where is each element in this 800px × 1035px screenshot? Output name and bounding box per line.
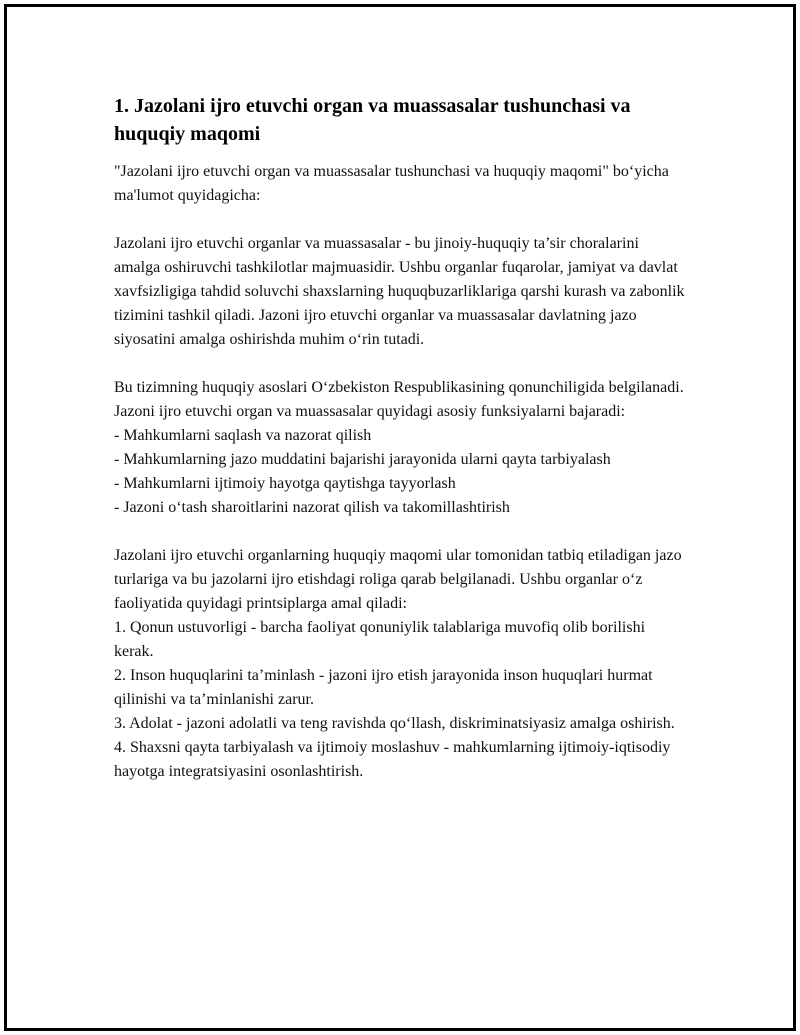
- paragraph-gap: [114, 352, 686, 376]
- principles-list: [114, 616, 686, 784]
- principles-list-item: 4. Shaxsni qayta tarbiyalash va ijtimoiy moslashuv - mahkumlarning ijtimoiy-iqtisodiy hayotga integratsiyasini osonlashtirish.: [114, 739, 671, 780]
- intro-paragraph: "Jazolani ijro etuvchi organ va muassasalar tushunchasi va huquqiy maqomi" bo‘yicha ma'lumot quyidagicha:: [114, 163, 669, 204]
- functions-list: [114, 424, 686, 520]
- paragraph-gap: [114, 520, 686, 544]
- functions-list-item: - Jazoni o‘tash sharoitlarini nazorat qilish va takomillashtirish: [114, 499, 510, 516]
- legal-basis-paragraph: Bu tizimning huquqiy asoslari O‘zbekiston Respublikasining qonunchiligida belgilanadi. Jazoni ijro etuvchi organ va muassasalar quyidagi asosiy funksiyalarni bajaradi:: [114, 379, 684, 420]
- functions-list-item: - Mahkumlarning jazo muddatini bajarishi jarayonida ularni qayta tarbiyalash: [114, 451, 611, 468]
- functions-list-item: - Mahkumlarni ijtimoiy hayotga qaytishga tayyorlash: [114, 475, 456, 492]
- functions-list-item: - Mahkumlarni saqlash va nazorat qilish: [114, 427, 372, 444]
- principles-list-item: 2. Inson huquqlarini ta’minlash - jazoni ijro etish jarayonida inson huquqlari hurmat qilinishi va ta’minlanishi zarur.: [114, 667, 653, 708]
- principles-list-item: 1. Qonun ustuvorligi - barcha faoliyat qonuniylik talablariga muvofiq olib borilishi kerak.: [114, 619, 646, 660]
- legal-status-paragraph: Jazolani ijro etuvchi organlarning huquqiy maqomi ular tomonidan tatbiq etiladigan jazo turlariga va bu jazolarni ijro etishdagi roliga qarab belgilanadi. Ushbu organlar o‘z faoliyatida quyidagi printsiplarga amal qiladi:: [114, 547, 682, 612]
- paragraph-gap: [114, 208, 686, 232]
- principles-list-item: 3. Adolat - jazoni adolatli va teng ravishda qo‘llash, diskriminatsiyasiz amalga oshirish.: [114, 715, 675, 732]
- document-title: 1. Jazolani ijro etuvchi organ va muassasalar tushunchasi va huquqiy maqomi: [114, 95, 631, 145]
- document-body: [114, 92, 686, 784]
- definition-paragraph: Jazolani ijro etuvchi organlar va muassasalar - bu jinoiy-huquqiy ta’sir choralarini amalga oshiruvchi tashkilotlar majmuasidir. Ushbu organlar fuqarolar, jamiyat va davlat xavfsizligiga tahdid soluvchi shaxslarning huquqbuzarliklariga qarshi kurash va zabonlik tizimini tashkil qiladi. Jazoni ijro etuvchi organlar va muassasalar davlatning jazo siyosatini amalga oshirishda muhim o‘rin tutadi.: [114, 235, 685, 348]
